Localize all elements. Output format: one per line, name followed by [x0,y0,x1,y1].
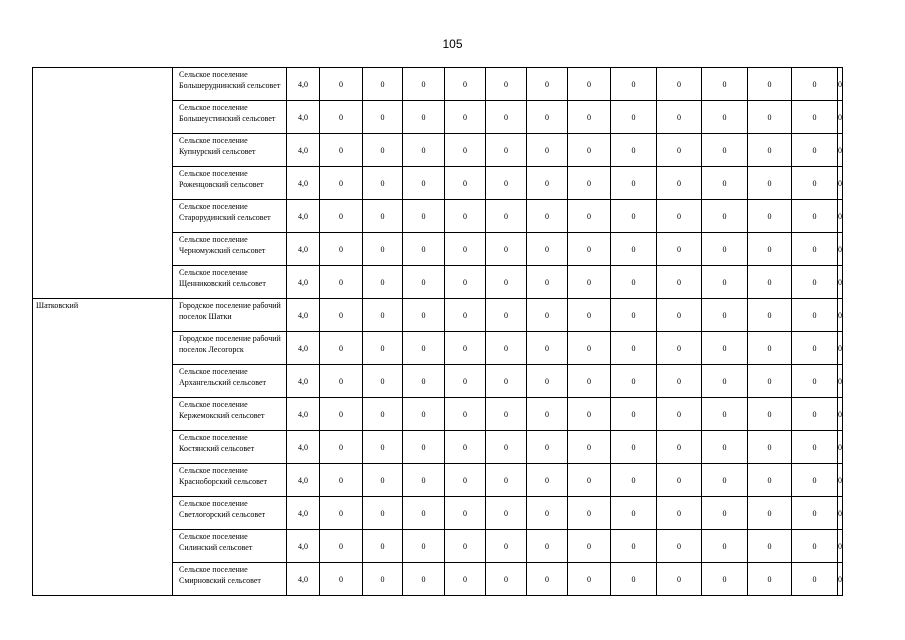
value-cell: 0 [611,233,657,266]
value-cell: 0 [363,233,403,266]
value-cell: 0 [403,233,445,266]
value-cell: 0 [445,530,486,563]
value-cell: 0 [702,464,748,497]
value-cell: 0 [403,101,445,134]
value-cell: 0 [527,497,568,530]
value-cell: 4,0 [287,563,320,596]
value-cell: 0 [568,563,611,596]
value-cell: 0 [657,530,702,563]
value-cell: 0 [445,332,486,365]
value-cell: 0 [611,497,657,530]
value-cell: 0 [568,398,611,431]
value-cell: 0 [403,464,445,497]
value-cell: 0 [657,167,702,200]
value-cell: 0 [568,365,611,398]
value-cell: 4,0 [287,365,320,398]
value-cell: 0 [657,134,702,167]
value-cell: 0 [403,68,445,101]
value-cell: 0 [320,497,363,530]
value-cell: 0 [445,563,486,596]
value-cell: 0 [320,68,363,101]
value-cell: 0 [748,398,792,431]
value-cell: 0 [527,332,568,365]
settlement-cell: Сельское поселение Светлогорский сельсовет [173,497,287,530]
value-cell: 0 [792,332,838,365]
value-cell: 0 [527,167,568,200]
value-cell: 0 [445,431,486,464]
value-cell: 0 [792,497,838,530]
value-cell: 0 [320,431,363,464]
value-cell: 0 [838,200,843,233]
value-cell: 0 [320,101,363,134]
value-cell: 0 [792,233,838,266]
value-cell: 0 [702,398,748,431]
value-cell: 0 [320,530,363,563]
settlement-cell: Сельское поселение Роженцовский сельсовет [173,167,287,200]
value-cell: 0 [838,365,843,398]
value-cell: 0 [363,68,403,101]
value-cell: 0 [748,563,792,596]
value-cell: 0 [320,233,363,266]
value-cell: 0 [568,233,611,266]
value-cell: 0 [748,266,792,299]
value-cell: 0 [403,497,445,530]
value-cell: 0 [527,233,568,266]
value-cell: 0 [486,266,527,299]
value-cell: 0 [320,365,363,398]
value-cell: 0 [748,431,792,464]
value-cell: 0 [702,266,748,299]
table-row [33,68,843,101]
value-cell: 0 [568,530,611,563]
value-cell: 0 [486,431,527,464]
value-cell: 0 [657,101,702,134]
value-cell: 0 [792,464,838,497]
value-cell: 0 [568,464,611,497]
value-cell: 0 [486,233,527,266]
value-cell: 0 [403,365,445,398]
value-cell: 0 [702,299,748,332]
value-cell: 0 [611,101,657,134]
value-cell: 0 [702,68,748,101]
value-cell: 0 [445,200,486,233]
value-cell: 0 [445,497,486,530]
value-cell: 0 [568,332,611,365]
value-cell: 0 [403,398,445,431]
value-cell: 0 [486,134,527,167]
value-cell: 0 [363,464,403,497]
value-cell: 0 [838,134,843,167]
settlement-cell: Сельское поселение Красноборский сельсовет [173,464,287,497]
value-cell: 0 [792,134,838,167]
value-cell: 0 [486,101,527,134]
value-cell: 0 [702,167,748,200]
value-cell: 4,0 [287,101,320,134]
value-cell: 4,0 [287,200,320,233]
value-cell: 0 [363,530,403,563]
value-cell: 0 [611,398,657,431]
value-cell: 0 [403,134,445,167]
value-cell: 0 [838,464,843,497]
value-cell: 0 [657,464,702,497]
value-cell: 0 [568,68,611,101]
value-cell: 0 [527,563,568,596]
value-cell: 4,0 [287,530,320,563]
value-cell: 0 [486,464,527,497]
value-cell: 0 [403,200,445,233]
value-cell: 0 [748,464,792,497]
value-cell: 0 [611,530,657,563]
value-cell: 0 [527,200,568,233]
value-cell: 0 [702,563,748,596]
value-cell: 0 [748,167,792,200]
value-cell: 0 [363,266,403,299]
settlement-cell: Сельское поселение Архангельский сельсовет [173,365,287,398]
value-cell: 0 [403,266,445,299]
value-cell: 0 [568,431,611,464]
value-cell: 0 [445,101,486,134]
value-cell: 0 [702,365,748,398]
value-cell: 0 [611,464,657,497]
value-cell: 0 [527,299,568,332]
value-cell: 0 [527,365,568,398]
value-cell: 4,0 [287,431,320,464]
value-cell: 0 [320,398,363,431]
value-cell: 4,0 [287,134,320,167]
value-cell: 0 [657,68,702,101]
value-cell: 0 [748,101,792,134]
value-cell: 0 [568,497,611,530]
value-cell: 0 [486,497,527,530]
value-cell: 0 [657,365,702,398]
value-cell: 0 [320,464,363,497]
value-cell: 0 [792,68,838,101]
value-cell: 0 [792,563,838,596]
value-cell: 0 [568,167,611,200]
value-cell: 0 [657,200,702,233]
value-cell: 0 [792,167,838,200]
value-cell: 0 [527,266,568,299]
value-cell: 0 [320,332,363,365]
value-cell: 0 [445,299,486,332]
value-cell: 0 [486,200,527,233]
value-cell: 0 [486,332,527,365]
value-cell: 0 [611,332,657,365]
settlement-cell: Сельское поселение Силинский сельсовет [173,530,287,563]
value-cell: 0 [486,530,527,563]
settlement-cell: Сельское поселение Смирновский сельсовет [173,563,287,596]
value-cell: 4,0 [287,398,320,431]
value-cell: 0 [403,530,445,563]
value-cell: 4,0 [287,167,320,200]
value-cell: 0 [403,332,445,365]
value-cell: 0 [792,398,838,431]
value-cell: 0 [702,431,748,464]
value-cell: 0 [403,299,445,332]
value-cell: 0 [527,134,568,167]
value-cell: 0 [445,233,486,266]
value-cell: 0 [792,431,838,464]
value-cell: 4,0 [287,68,320,101]
value-cell: 0 [363,497,403,530]
table-body [33,68,843,596]
value-cell: 0 [611,299,657,332]
value-cell: 0 [657,233,702,266]
data-table [32,67,843,596]
value-cell: 0 [838,233,843,266]
value-cell: 4,0 [287,332,320,365]
value-cell: 0 [838,101,843,134]
value-cell: 0 [838,530,843,563]
value-cell: 0 [838,68,843,101]
value-cell: 0 [527,398,568,431]
value-cell: 0 [748,200,792,233]
value-cell: 0 [702,233,748,266]
value-cell: 0 [611,266,657,299]
value-cell: 0 [657,398,702,431]
value-cell: 0 [748,530,792,563]
value-cell: 0 [748,299,792,332]
value-cell: 0 [838,299,843,332]
value-cell: 0 [611,167,657,200]
value-cell: 0 [657,266,702,299]
value-cell: 0 [792,530,838,563]
value-cell: 4,0 [287,233,320,266]
value-cell: 0 [568,299,611,332]
value-cell: 0 [363,365,403,398]
value-cell: 0 [445,464,486,497]
value-cell: 0 [657,431,702,464]
value-cell: 0 [486,398,527,431]
value-cell: 0 [445,68,486,101]
value-cell: 0 [792,266,838,299]
settlement-cell: Сельское поселение Старорудинский сельсовет [173,200,287,233]
value-cell: 0 [611,431,657,464]
value-cell: 0 [363,563,403,596]
value-cell: 0 [486,167,527,200]
value-cell: 0 [486,563,527,596]
value-cell: 0 [320,200,363,233]
value-cell: 0 [363,167,403,200]
value-cell: 0 [527,101,568,134]
value-cell: 0 [792,101,838,134]
settlement-cell: Городское поселение рабочий поселок Лесогорск [173,332,287,365]
value-cell: 0 [403,563,445,596]
value-cell: 0 [363,200,403,233]
value-cell: 0 [527,431,568,464]
value-cell: 0 [320,167,363,200]
value-cell: 0 [702,101,748,134]
value-cell: 0 [611,68,657,101]
value-cell: 0 [838,431,843,464]
value-cell: 0 [838,167,843,200]
value-cell: 0 [702,134,748,167]
value-cell: 0 [320,266,363,299]
value-cell: 0 [363,398,403,431]
value-cell: 0 [527,530,568,563]
value-cell: 0 [320,563,363,596]
settlement-cell: Сельское поселение Черномужский сельсовет [173,233,287,266]
value-cell: 0 [320,299,363,332]
value-cell: 0 [748,332,792,365]
value-cell: 0 [748,365,792,398]
value-cell: 0 [445,365,486,398]
table-row [33,299,843,332]
value-cell: 0 [838,398,843,431]
value-cell: 0 [486,365,527,398]
value-cell: 0 [486,68,527,101]
value-cell: 0 [611,365,657,398]
value-cell: 0 [445,134,486,167]
value-cell: 0 [363,332,403,365]
value-cell: 0 [792,365,838,398]
value-cell: 0 [657,563,702,596]
value-cell: 0 [748,134,792,167]
value-cell: 0 [702,530,748,563]
value-cell: 0 [363,101,403,134]
district-cell: Шатковский [33,299,173,596]
value-cell: 0 [445,167,486,200]
value-cell: 0 [792,299,838,332]
value-cell: 0 [568,266,611,299]
value-cell: 0 [611,200,657,233]
value-cell: 0 [748,233,792,266]
value-cell: 0 [657,299,702,332]
settlement-cell: Сельское поселение Купнурский сельсовет [173,134,287,167]
value-cell: 0 [657,497,702,530]
value-cell: 0 [838,332,843,365]
value-cell: 0 [702,497,748,530]
settlement-cell: Сельское поселение Костянский сельсовет [173,431,287,464]
value-cell: 4,0 [287,497,320,530]
value-cell: 0 [611,563,657,596]
value-cell: 0 [838,266,843,299]
settlement-cell: Сельское поселение Кержемокский сельсовет [173,398,287,431]
value-cell: 0 [792,200,838,233]
value-cell: 0 [403,431,445,464]
settlement-cell: Городское поселение рабочий поселок Шатки [173,299,287,332]
value-cell: 4,0 [287,299,320,332]
value-cell: 0 [748,68,792,101]
value-cell: 4,0 [287,464,320,497]
value-cell: 0 [657,332,702,365]
value-cell: 0 [527,68,568,101]
value-cell: 0 [320,134,363,167]
value-cell: 0 [568,134,611,167]
value-cell: 0 [363,431,403,464]
settlement-cell: Сельское поселение Большеруднинский сельсовет [173,68,287,101]
value-cell: 0 [445,266,486,299]
value-cell: 0 [486,299,527,332]
settlement-cell: Сельское поселение Щенниковский сельсовет [173,266,287,299]
value-cell: 0 [403,167,445,200]
district-cell [33,68,173,299]
value-cell: 4,0 [287,266,320,299]
value-cell: 0 [702,200,748,233]
value-cell: 0 [363,134,403,167]
value-cell: 0 [838,563,843,596]
settlement-cell: Сельское поселение Большеустинский сельсовет [173,101,287,134]
value-cell: 0 [568,101,611,134]
value-cell: 0 [527,464,568,497]
value-cell: 0 [748,497,792,530]
value-cell: 0 [445,398,486,431]
value-cell: 0 [838,497,843,530]
page-number: 105 [442,37,463,51]
value-cell: 0 [611,134,657,167]
value-cell: 0 [363,299,403,332]
value-cell: 0 [568,200,611,233]
value-cell: 0 [702,332,748,365]
